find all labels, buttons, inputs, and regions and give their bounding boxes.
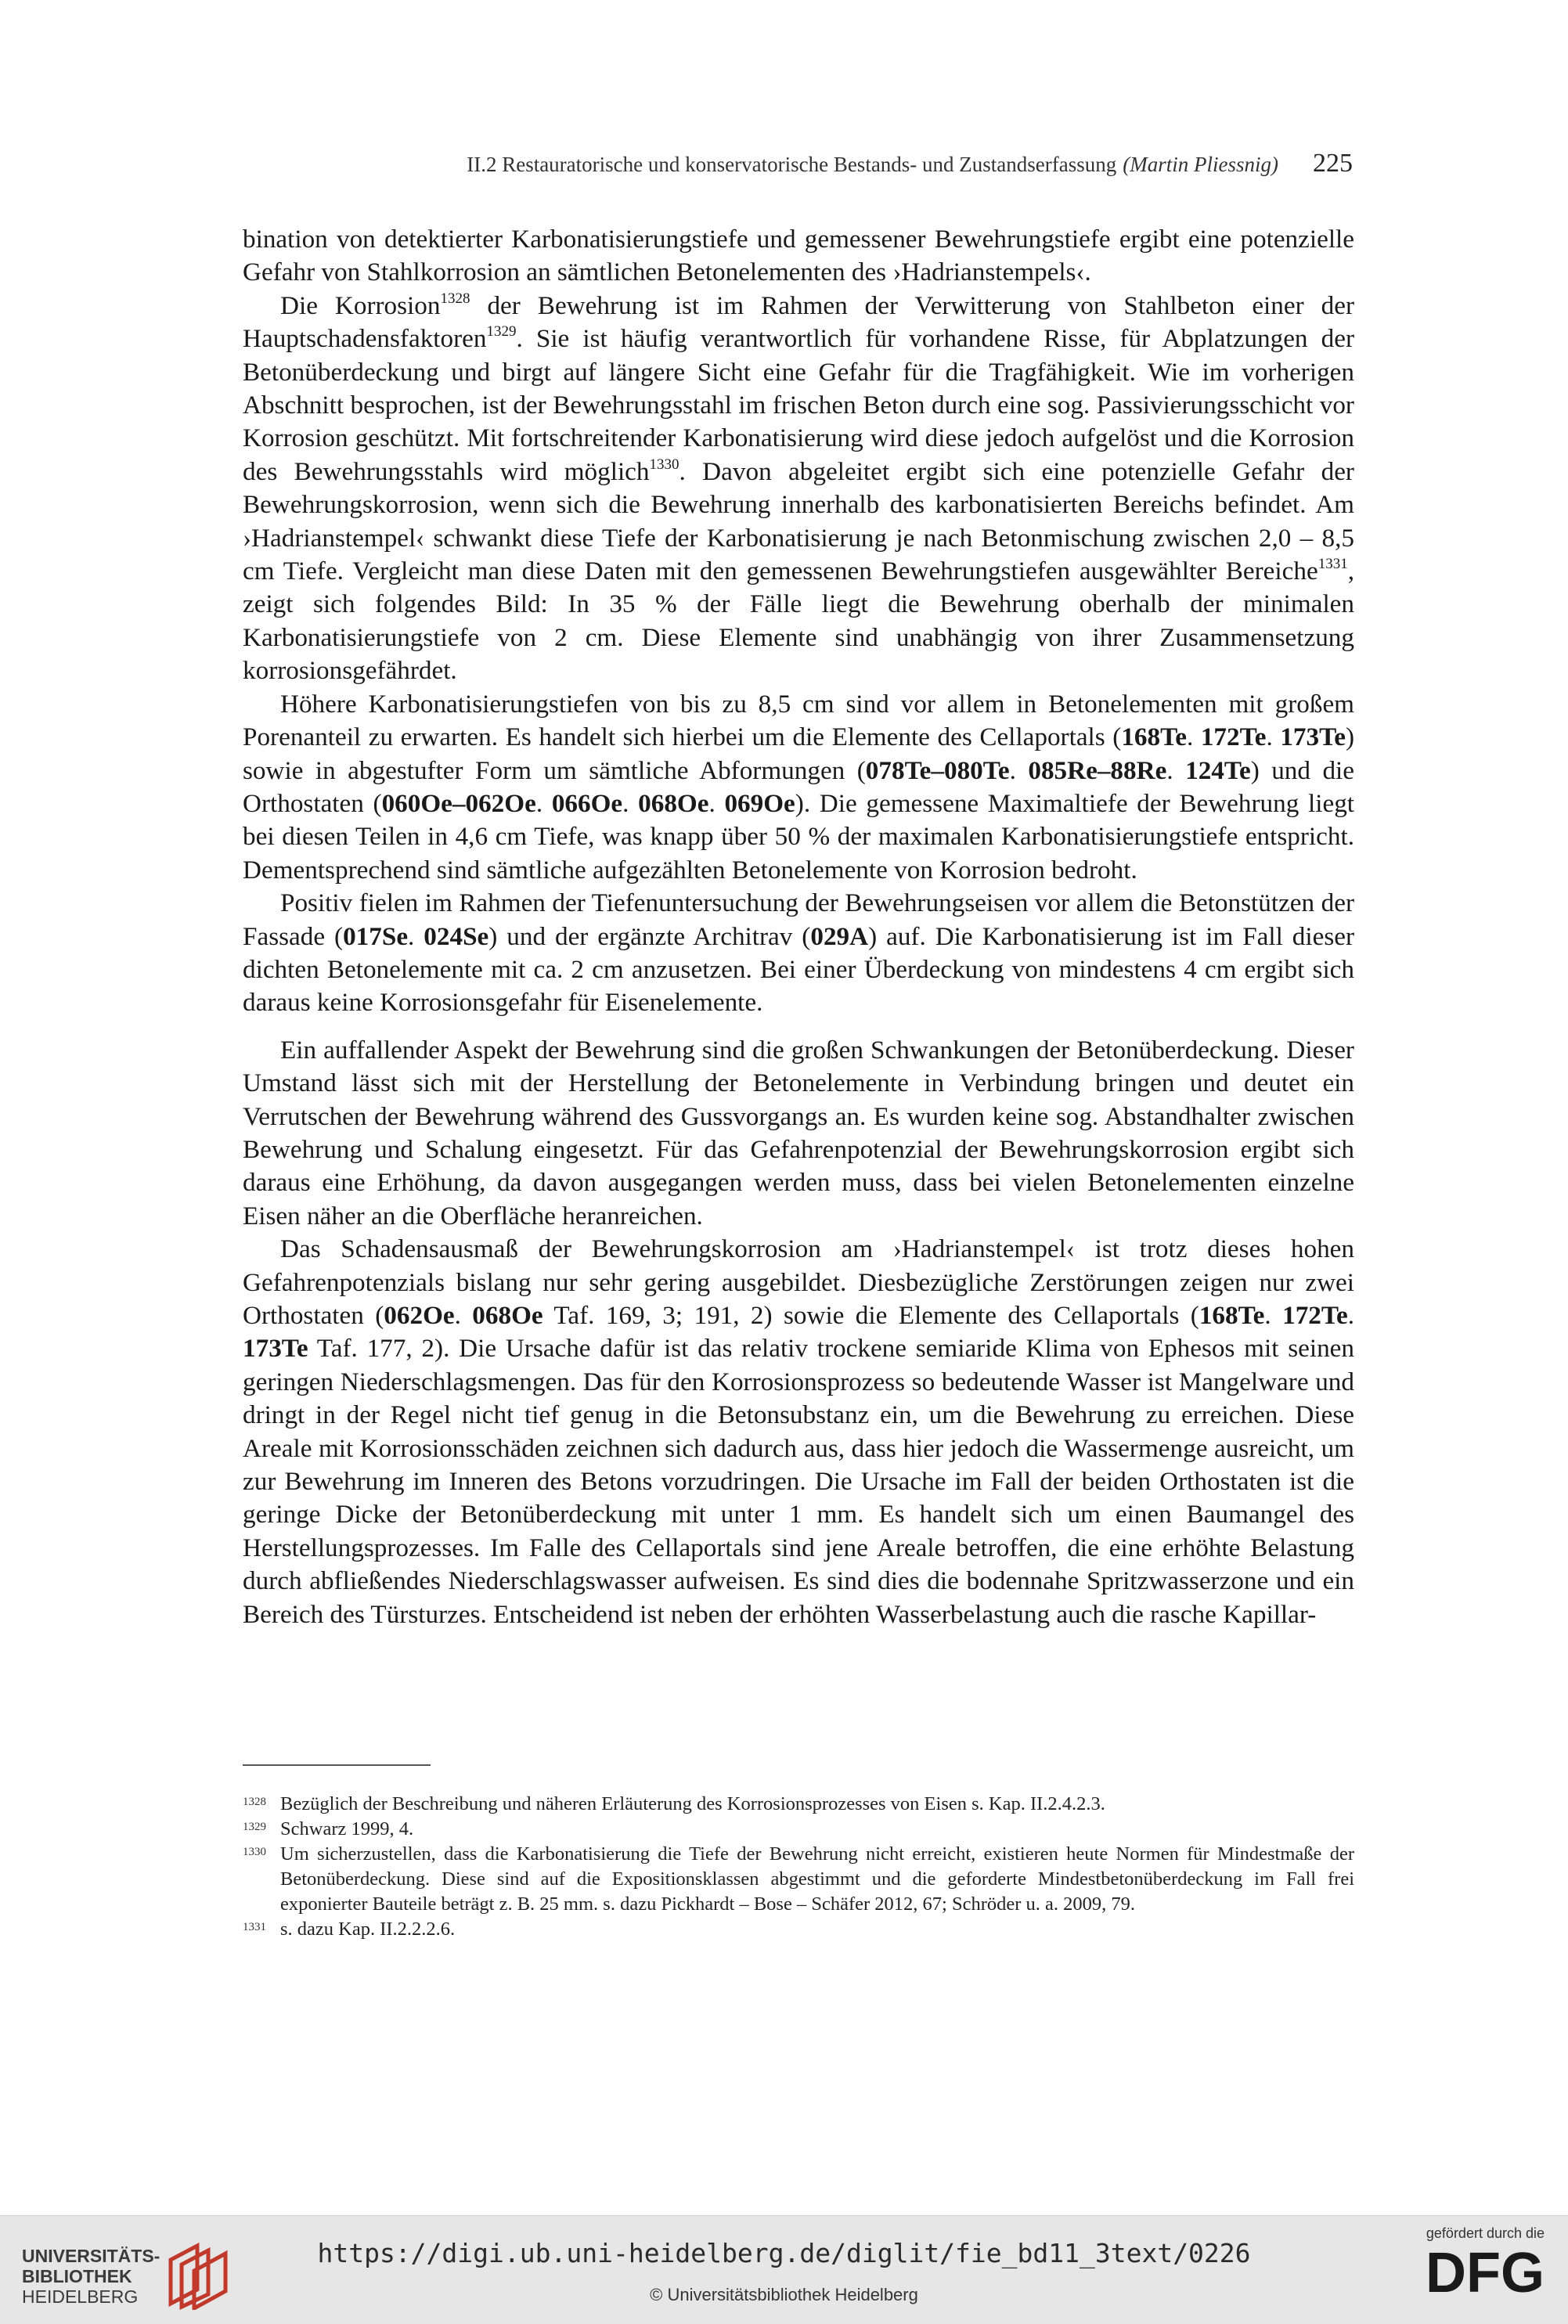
text-run: Das Schadensausmaß der Bewehrungskorrosion am ›Hadrianstempel‹ ist trotz dieses hohen Gefahrenpotenzials bislang nur sehr gering ausgebildet. Diesbezügliche Zerstörungen zeigen nur zwei Orthostaten (	[243, 1234, 1354, 1330]
element-id: 172Te	[1200, 722, 1267, 752]
library-name-line: HEIDELBERG	[22, 2286, 139, 2307]
footnote-separator	[243, 1764, 431, 1766]
text-run: .	[454, 1301, 473, 1330]
text-run: . Sie ist häufig verantwortlich für vorhandene Risse, für Abplatzungen der Betonüberdeckung und birgt auf längere Sicht eine Gefahr für die Tragfähigkeit. Wie im vorherigen Abschnitt besprochen, ist der Bewehrungsstahl im frischen Beton durch eine sog. Passivierungsschicht vor Korrosion geschützt. Mit fortschreitender Karbonatisierung wird diese jedoch aufgelöst und die Korrosion des Bewehrungsstahls wird möglich	[243, 324, 1354, 486]
text-run: Ein auffallender Aspekt der Bewehrung sind die großen Schwankungen der Betonüberdeckung. Dieser Umstand lässt sich mit der Herstellung der Betonelemente in Verbindung bringen und deutet ein Verrutschen der Bewehrung während des Gussvorgangs an. Es wurden keine sog. Abstandhalter zwischen Bewehrung und Schalung eingesetzt. Für das Gefahrenpotenzial der Bewehrungskorrosion ergibt sich daraus eine Erhöhung, da davon ausgegangen werden muss, dass bei vielen Betonelementen einzelne Eisen näher an die Oberfläche heranreichen.	[243, 1035, 1354, 1230]
element-id: 068Oe	[472, 1301, 543, 1330]
element-id: 060Oe–062Oe	[381, 788, 536, 818]
footnote-text: Schwarz 1999, 4.	[280, 1818, 414, 1839]
footnote-number: 1330	[243, 1846, 266, 1858]
footnote	[243, 1842, 1354, 1917]
running-header	[243, 149, 1353, 188]
text-run: .	[535, 788, 552, 818]
element-id: 078Te–080Te	[865, 755, 1010, 785]
funding-caption: gefördert durch die	[1426, 2225, 1545, 2241]
body-paragraph	[243, 290, 1354, 688]
text-run: .	[1009, 755, 1029, 785]
library-name-line: BIBLIOTHEK	[22, 2266, 132, 2286]
text-run: ) auf. Die Karbonatisierung ist im Fall dieser dichten Betonelemente mit ca. 2 cm anzusetzen. Bei einer Überdeckung von mindestens 4 cm ergibt sich daraus keine Korrosionsgefahr für Eisenelemente.	[243, 921, 1355, 1018]
element-id: 017Se	[343, 921, 409, 951]
text-run: .	[408, 921, 424, 951]
footnote-text: Um sicherzustellen, dass die Karbonatisierung die Tiefe der Bewehrung nicht erreicht, existieren heute Normen für Mindestmaße der Betonüberdeckung. Diese sind auf die Expositionsklassen abgestimmt und die geforderte Mindestbetonüberdeckung im Fall frei exponierter Bauteile beträgt z. B. 25 mm. s. dazu Pickhardt – Bose – Schäfer 2012, 67; Schröder u. a. 2009, 79.	[280, 1843, 1354, 1915]
body-paragraph	[243, 1233, 1354, 1631]
element-id: 173Te	[243, 1334, 308, 1364]
element-id: 172Te	[1282, 1301, 1348, 1330]
text-run: , zeigt sich folgendes Bild: In 35 % der Fälle liegt die Bewehrung oberhalb der minimalen Karbonatisierungstiefe von 2 cm. Diese Elemente sind unabhängig von ihrer Zusammensetzung korrosionsgefährdet.	[243, 557, 1354, 686]
text-run: Taf. 177, 2). Die Ursache dafür ist das relativ trockene semiaride Klima von Ephesos mit seinen geringen Niederschlagsmengen. Das für den Korrosionsprozess so bedeutende Wasser ist Mangelware und dringt in der Regel nicht tief genug in die Betonsubstanz ein, um die Bewehrung zu erreichen. Diese Areale mit Korrosionsschäden zeichnen sich dadurch aus, dass hier jedoch die Wassermenge ausreicht, um zur Bewehrung im Inneren des Betons vorzudringen. Die Ursache im Fall der beiden Orthostaten ist die geringe Dicke der Betonüberdeckung mit unter 1 mm. Es handelt sich um einen Baumangel des Herstellungsprozesses. Im Falle des Cellaportals sind jene Areale betroffen, die eine erhöhte Belastung durch abfließendes Niederschlagswasser aufweisen. Es sind dies die bodennahe Spritzwasserzone und ein Bereich des Türsturzes. Entscheidend ist neben der erhöhten Wasserbelastung auch die rasche Kapillar-	[243, 1334, 1354, 1629]
text-run: ) und die Orthostaten (	[243, 755, 1355, 818]
library-name-line: UNIVERSITÄTS-	[22, 2246, 160, 2266]
footnote-ref[interactable]: 1331	[1317, 555, 1348, 572]
text-run: bination von detektierter Karbonatisierungstiefe und gemessener Bewehrungstiefe ergibt eine potenzielle Gefahr von Stahlkorrosion an sämtlichen Betonelementen des ›Hadrianstempels‹.	[243, 225, 1354, 287]
text-run: .	[1166, 755, 1186, 785]
dfg-logo-icon	[1396, 2245, 1545, 2300]
element-id: 168Te	[1121, 722, 1187, 752]
running-title: II.2 Restauratorische und konservatorische Bestands- und Zustandserfassung	[467, 153, 1117, 176]
body-paragraph	[243, 1034, 1354, 1233]
element-id: 068Oe	[638, 788, 709, 818]
text-run: ) und der ergänzte Architrav (	[488, 921, 811, 951]
text-run: Höhere Karbonatisierungstiefen von bis zu 8,5 cm sind vor allem in Betonelementen mit großem Porenanteil zu erwarten. Es handelt sich hierbei um die Elemente des Cellaportals (	[243, 689, 1354, 752]
text-run: Die Korrosion	[280, 290, 441, 320]
footnote	[243, 1817, 1354, 1842]
element-id: 024Se	[424, 921, 489, 951]
footnote-number: 1329	[243, 1821, 266, 1833]
footnote-ref[interactable]: 1328	[440, 290, 470, 307]
footnote-ref[interactable]: 1329	[486, 322, 517, 340]
footnotes	[243, 1792, 1354, 1942]
page-number: 225	[1313, 149, 1353, 178]
body-paragraph	[243, 223, 1354, 290]
text-run: .	[1186, 722, 1201, 752]
element-id: 168Te	[1199, 1301, 1265, 1330]
text-run: .	[708, 788, 725, 818]
running-author: (Martin Pliessnig)	[1123, 153, 1278, 176]
body-paragraph	[243, 688, 1354, 887]
funding-logo[interactable]	[1388, 2225, 1545, 2319]
text-run: .	[622, 788, 639, 818]
text-run: ). Die gemessene Maximaltiefe der Bewehrung liegt bei diesen Teilen in 4,6 cm Tiefe, was knapp über 50 % der maximalen Karbonatisierungstiefe entspricht. Dementsprechend sind sämtliche aufgezählten Betonelemente von Korrosion bedroht.	[243, 788, 1355, 885]
footnote-text: s. dazu Kap. II.2.2.2.6.	[280, 1919, 456, 1940]
text-run: .	[1347, 1301, 1355, 1330]
footnote	[243, 1792, 1354, 1817]
text-run: der Bewehrung ist im Rahmen der Verwitterung von Stahlbeton einer der Hauptschadensfaktoren	[243, 290, 1354, 354]
text-run: ) sowie in abgestufter Form um sämtliche Abformungen (	[243, 722, 1354, 785]
element-id: 066Oe	[551, 788, 623, 818]
svg-text:DFG: DFG	[1426, 2245, 1545, 2300]
footnote	[243, 1917, 1354, 1942]
copyright-notice: © Universitätsbibliothek Heidelberg	[650, 2285, 918, 2304]
text-run: .	[1266, 722, 1281, 752]
text-run: Positiv fielen im Rahmen der Tiefenuntersuchung der Bewehrungseisen vor allem die Betonstützen der Fassade (	[243, 888, 1354, 951]
text-run: .	[1264, 1301, 1283, 1330]
footnote-number: 1331	[243, 1921, 266, 1933]
footnote-number: 1328	[243, 1796, 266, 1808]
footnote-text: Bezüglich der Beschreibung und näheren Erläuterung des Korrosionsprozesses von Eisen s. Kap. II.2.4.2.3.	[280, 1793, 1105, 1814]
element-id: 085Re–88Re	[1028, 755, 1167, 785]
body-paragraph	[243, 887, 1354, 1020]
element-id: 124Te	[1185, 755, 1251, 785]
text-run: Taf. 169, 3; 191, 2) sowie die Elemente des Cellaportals (	[542, 1301, 1199, 1330]
text-run: . Davon abgeleitet ergibt sich eine potenzielle Gefahr der Bewehrungskorrosion, wenn sich die Bewehrung innerhalb des karbonatisierten Bereichs befindet. Am ›Hadrianstempel‹ schwankt diese Tiefe der Karbonatisierung je nach Betonmischung zwischen 2,0 – 8,5 cm Tiefe. Vergleicht man diese Daten mit den gemessenen Bewehrungstiefen ausgewählter Bereiche	[243, 456, 1354, 586]
footnote-ref[interactable]: 1330	[649, 456, 679, 473]
body-text	[243, 223, 1354, 1631]
element-id: 062Oe	[384, 1301, 455, 1330]
viewer-footer	[0, 2215, 1568, 2324]
element-id: 173Te	[1280, 722, 1346, 752]
permalink-url[interactable]: https://digi.ub.uni-heidelberg.de/diglit/fie_bd11_3text/0226	[317, 2238, 1251, 2268]
element-id: 069Oe	[724, 788, 795, 818]
element-id: 029A	[810, 921, 869, 951]
